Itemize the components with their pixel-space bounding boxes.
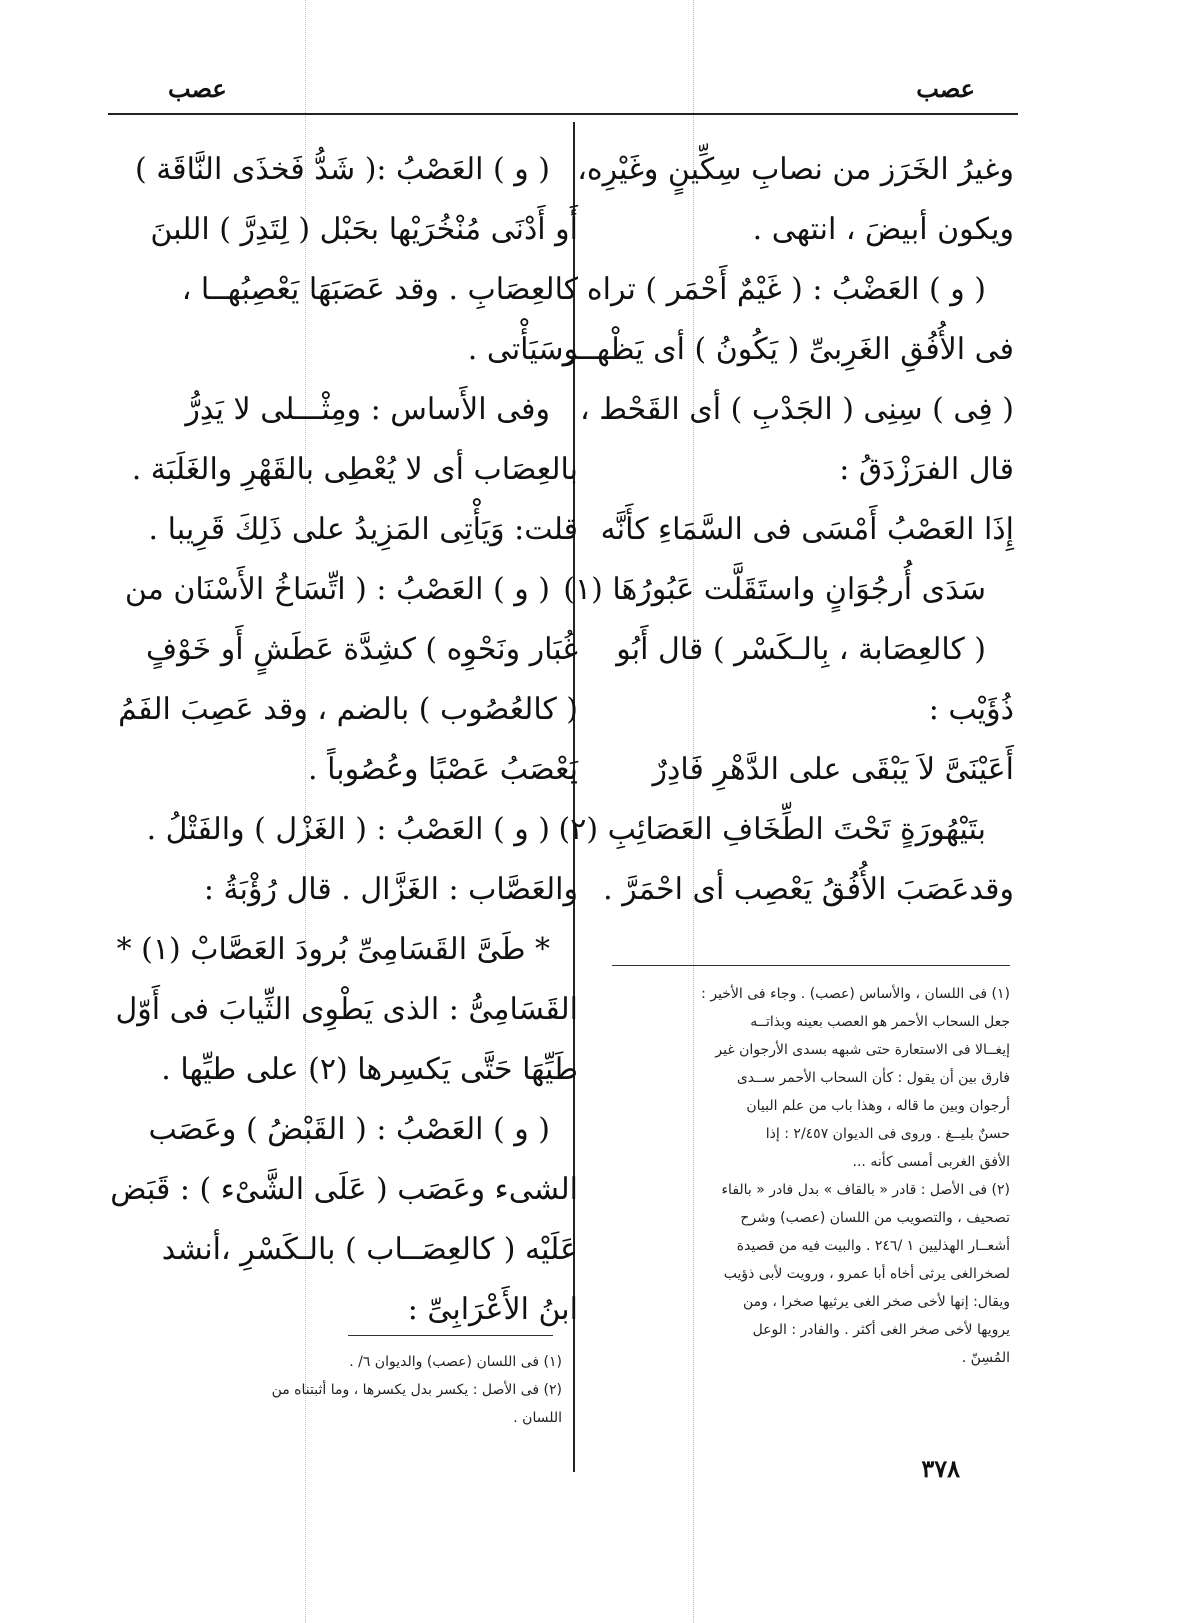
text-line: ( و ) العَصْبُ : ( القَبْضُ ) وعَصَب	[148, 1112, 550, 1147]
footnote-line: جعل السحاب الأحمر هو العصب بعينه وبذاتــه	[750, 1014, 1010, 1030]
text-line: ( كالعُصُوب ) بالضم ، وقد عَصِبَ الفَمُ	[118, 692, 578, 727]
header-rule	[108, 113, 1018, 115]
text-line: ( و ) العَصْبُ :( شَدُّ فَخذَى النَّاقَة )	[134, 152, 550, 187]
text-line: ويكون أبيضَ ، انتهى .	[752, 212, 1014, 247]
footnotes-left	[132, 1348, 562, 1432]
left-column	[110, 140, 578, 1340]
footnote-line: أرجوان وبين ما قاله ، وهذا باب من علم البيان	[746, 1098, 1010, 1114]
text-line: الشىء وعَصَب ( عَلَى الشَّىْء ) : قَبَض	[110, 1172, 578, 1207]
footnote-line: فارق بين أن يقول : كأن السحاب الأحمر ســدى	[736, 1070, 1010, 1086]
footnote-line: (٢) فى الأصل : قادر « بالقاف » بدل فادر « بالفاء	[721, 1182, 1010, 1198]
right-column	[558, 140, 1014, 920]
text-line: ( و ) العَصْبُ : ( الغَزْل ) والفَتْلُ .	[146, 812, 550, 847]
text-line: يَعْصَبُ عَصْبًا وعُصُوباً .	[308, 752, 578, 787]
verse-line: أَعَيْنَىَّ لاَ يَبْقَى على الدَّهْرِ فَادِرٌ	[652, 752, 1014, 787]
text-line: والعَصَّاب : الغَزَّال . قال رُؤْبَةُ :	[203, 872, 578, 907]
footnote-rule	[612, 965, 1010, 966]
text-line: غُبَار ونَحْوِه ) كشِدَّة عَطَشٍ أَو خَوْفٍ	[146, 632, 578, 667]
text-line: قلت: وَيَأْتِى المَزِيدُ على ذَلِكَ قَرِيبا .	[148, 512, 578, 547]
text-line: ( و ) العَضْبُ : ( غَيْمٌ أَحْمَر ) تراه	[586, 272, 986, 307]
text-line: أَو أَدْنَى مُنْخُرَيْها بحَبْل ( لِتَدِرَّ ) اللبنَ	[150, 212, 578, 247]
text-line: وغيرُ الخَرَز من نصابِ سِكِّينٍ وغَيْرِه،	[577, 152, 1014, 187]
footnotes-right	[610, 980, 1010, 1372]
page-number: ٣٧٨	[921, 1454, 960, 1483]
text-line: فى الأُفُقِ الغَرِبىِّ ( يَكُونُ ) أى يَظْهــر	[562, 332, 1014, 367]
text-line: ( فِى ) سِنِى ( الجَدْبِ ) أى القَحْط ،	[579, 392, 1014, 427]
verse-line: سَدَى أُرجُوَانٍ واستَقَلَّت عَبُورُهَا (١)	[563, 572, 986, 607]
footnote-line: (١) فى اللسان (عصب) والديوان ٦/ .	[349, 1354, 562, 1370]
footnote-line: المُسِنّ .	[961, 1350, 1010, 1366]
footnote-line: لصخرالغى يرثى أخاه أبا عمرو ، ورويت لأبى ذؤيب	[723, 1266, 1010, 1282]
footnote-line: (٢) فى الأصل : يكسر بدل يكسرها ، وما أثبتناه من	[271, 1382, 562, 1398]
footnote-rule	[348, 1335, 553, 1336]
footnote-line: ويقال: إنها لأخى صخر الغى يرثيها صخرا ، ومن	[743, 1294, 1010, 1310]
footnote-line: اللسان .	[513, 1410, 562, 1426]
verse-line: بتَيْهُورَةٍ تَحْتَ الطِّخَافِ العَصَائِبِ (٢)	[558, 812, 986, 847]
text-line: كالعِصَابِ . وقد عَصَبَهَا يَعْصِبُهــا ،	[181, 272, 578, 307]
text-line: وفى الأَساس : ومِثْـــلى لا يَدِرُّ	[185, 392, 550, 427]
footnote-line: تصحيف ، والتصويب من اللسان (عصب) وشرح	[740, 1210, 1010, 1226]
footnote-line: يرويها لأخى صخر الغى أكثر . والفادر : الوعل	[752, 1322, 1010, 1338]
footnote-line: (١) فى اللسان ، والأساس (عصب) . وجاء فى الأخير :	[701, 986, 1010, 1002]
text-line: ذُؤَيْب :	[928, 692, 1014, 727]
footnote-line: الأفق الغربى أمسى كأنه ...	[852, 1154, 1010, 1170]
footnote-line: أشعــار الهذليين ١ /٢٤٦ . والبيت فيه من قصيدة	[736, 1238, 1010, 1254]
text-line: قال الفرَزْدَقُ :	[839, 452, 1014, 487]
text-line: القَسَامِىُّ : الذى يَطْوِى الثِّيابَ فى أَوّل	[115, 992, 578, 1027]
text-line: بالعِصَاب أى لا يُعْطِى بالقَهْرِ والغَلَبَة .	[131, 452, 578, 487]
text-line: ( كالعِصَابة ، بِالـكَسْر ) قال أَبُو	[616, 632, 986, 667]
footnote-line: إيغــالا فى الاستعارة حتى شبهه بسدى الأرجوان غير	[715, 1042, 1010, 1058]
text-line: طَيِّهَا حَتَّى يَكسِرها (٢) على طيِّها .	[161, 1052, 578, 1087]
running-head-right: عصب	[916, 74, 975, 103]
verse-line: * طَىَّ القَسَامِىِّ بُرودَ العَصَّابْ (١) *	[116, 932, 550, 967]
running-head-left: عصب	[168, 74, 227, 103]
text-line: ( و ) العَصْبُ : ( اتِّسَاخُ الأَسْنَان من	[124, 572, 550, 607]
text-line: وسَيَأْتى .	[467, 332, 578, 367]
verse-line: إِذَا العَصْبُ أَمْسَى فى السَّمَاءِ كأَنَّه	[600, 512, 1014, 547]
footnote-line: حسنٌ بليــغ . وروى فى الديوان ٢/٤٥٧ : إذا	[765, 1126, 1010, 1142]
text-line: وقدعَصَبَ الأُفُقُ يَعْصِب أى احْمَرَّ .	[603, 872, 1014, 907]
text-line: ابنُ الأَعْرَابِىِّ :	[407, 1292, 578, 1327]
text-line: عَلَيْه ( كالعِصَــاب ) بالـكَسْرِ ،أنشد	[161, 1232, 578, 1267]
